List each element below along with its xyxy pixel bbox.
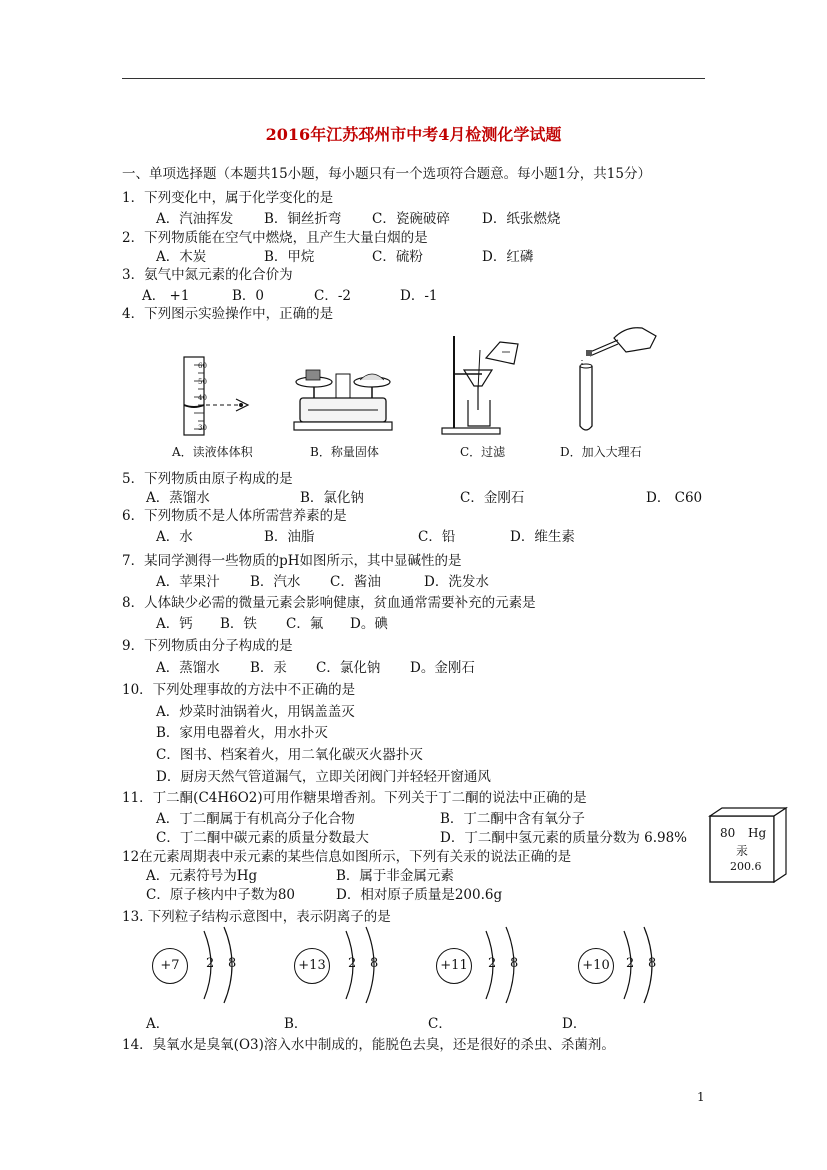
q12-option-a: A．元素符号为Hg (146, 868, 258, 884)
question-14-stem: 14．臭氧水是臭氧(O3)溶入水中制成的，能脱色去臭，还是很好的杀虫、杀菌剂。 (122, 1037, 615, 1053)
element-atomic-number: 80 (720, 826, 736, 840)
q5-option-a: A．蒸馏水 (146, 490, 210, 506)
graduated-cylinder-figure (170, 355, 270, 437)
shell-1-electrons-c: 2 (488, 956, 497, 971)
q13-option-a: A． (146, 1016, 170, 1032)
q13-option-d: D． (562, 1016, 587, 1032)
page-number: 1 (697, 1090, 705, 1104)
q10-option-b: B．家用电器着火，用水扑灭 (156, 725, 328, 741)
electron-shells-d (616, 925, 666, 1005)
question-5-stem: 5．下列物质由原子构成的是 (122, 471, 293, 487)
q3-option-a: A． +1 (142, 288, 190, 304)
question-7-stem: 7．某同学测得一些物质的pH如图所示，其中显碱性的是 (122, 553, 462, 569)
q11-option-a: A．丁二酮属于有机高分子化合物 (156, 811, 355, 827)
q2-option-a: A．木炭 (156, 249, 207, 265)
shell-1-electrons-d: 2 (626, 956, 635, 971)
nucleus-a: +7 (152, 948, 188, 984)
shell-2-electrons-c: 8 (510, 956, 519, 971)
nucleus-d: +10 (578, 948, 614, 984)
q4-caption-a: A．读液体体积 (172, 445, 253, 459)
question-11-stem: 11．丁二酮(C4H6O2)可用作糖果增香剂。下列关于丁二酮的说法中正确的是 (122, 790, 587, 806)
q5-option-c: C．金刚石 (460, 490, 525, 506)
q9-option-c: C．氯化钠 (316, 660, 381, 676)
q11-option-b: B．丁二酮中含有氧分子 (440, 811, 585, 827)
q7-option-b: B．汽水 (250, 574, 301, 590)
filtration-figure (440, 330, 530, 438)
tick-label-40: 40 (198, 394, 207, 402)
question-3-stem: 3．氨气中氮元素的化合价为 (122, 267, 293, 283)
q11-option-d: D．丁二酮中氢元素的质量分数为 6.98% (440, 830, 688, 846)
question-6-stem: 6．下列物质不是人体所需营养素的是 (122, 508, 347, 524)
q1-option-d: D．纸张燃烧 (482, 211, 561, 227)
q9-option-d: D。金刚石 (410, 660, 475, 676)
q9-option-a: A．蒸馏水 (156, 660, 220, 676)
q12-option-b: B．属于非金属元素 (336, 868, 454, 884)
q8-option-a: A．钙 (156, 616, 193, 632)
q1-option-a: A．汽油挥发 (156, 211, 234, 227)
q3-option-c: C．-2 (314, 288, 351, 304)
shell-1-electrons-a: 2 (206, 956, 215, 971)
q4-caption-c: C．过滤 (460, 445, 506, 459)
q6-option-c: C．铅 (418, 529, 456, 545)
q2-option-b: B．甲烷 (264, 249, 315, 265)
q7-option-d: D．洗发水 (424, 574, 489, 590)
question-12-stem: 12在元素周期表中汞元素的某些信息如图所示，下列有关汞的说法正确的是 (122, 849, 572, 865)
q12-option-d: D．相对原子质量是200.6g (336, 887, 503, 903)
shell-2-electrons-a: 8 (228, 956, 237, 971)
q2-option-c: C．硫粉 (372, 249, 423, 265)
q3-option-b: B．0 (232, 288, 265, 304)
q6-option-a: A．水 (156, 529, 193, 545)
shell-2-electrons-b: 8 (370, 956, 379, 971)
nucleus-b: +13 (294, 948, 330, 984)
tick-label-30: 30 (198, 424, 207, 432)
q7-option-c: C．酱油 (330, 574, 381, 590)
element-name: 汞 (736, 844, 749, 858)
q6-option-b: B．油脂 (264, 529, 315, 545)
shell-2-electrons-d: 8 (648, 956, 657, 971)
section-heading: 一、单项选择题（本题共15小题，每小题只有一个选项符合题意。每小题1分，共15分） (122, 166, 651, 182)
shell-1-electrons-b: 2 (348, 956, 357, 971)
element-mass: 200.6 (730, 860, 762, 873)
q5-option-d: D． C60 (646, 490, 703, 506)
q4-caption-d: D．加入大理石 (560, 445, 642, 459)
page-title: 2016年江苏邳州市中考4月检测化学试题 (265, 125, 562, 144)
q10-option-c: C．图书、档案着火，用二氧化碳灭火器扑灭 (156, 747, 423, 763)
electron-shells-b (338, 925, 388, 1005)
question-10-stem: 10．下列处理事故的方法中不正确的是 (122, 682, 356, 698)
q13-option-b: B． (284, 1016, 308, 1032)
q9-option-b: B．汞 (250, 660, 287, 676)
question-2-stem: 2．下列物质能在空气中燃烧，且产生大量白烟的是 (122, 230, 428, 246)
header-rule (122, 78, 705, 79)
nucleus-c: +11 (436, 948, 472, 984)
q1-option-c: C．瓷碗破碎 (372, 211, 450, 227)
tick-label-60: 60 (198, 362, 207, 370)
q13-option-c: C． (428, 1016, 452, 1032)
question-9-stem: 9．下列物质由分子构成的是 (122, 638, 293, 654)
q4-caption-b: B．称量固体 (310, 445, 379, 459)
q2-option-d: D．红磷 (482, 249, 534, 265)
question-4-stem: 4．下列图示实验操作中，正确的是 (122, 306, 334, 322)
q7-option-a: A．苹果汁 (156, 574, 220, 590)
electron-shells-a (196, 925, 246, 1005)
q12-option-c: C．原子核内中子数为80 (146, 887, 296, 903)
q1-option-b: B．铜丝折弯 (264, 211, 342, 227)
q10-option-a: A．炒菜时油锅着火，用锅盖盖灭 (156, 704, 355, 720)
q3-option-d: D．-1 (400, 288, 438, 304)
question-1-stem: 1．下列变化中，属于化学变化的是 (122, 190, 334, 206)
electron-shells-c (478, 925, 528, 1005)
test-tube-figure (566, 322, 662, 438)
q10-option-d: D．厨房天然气管道漏气，立即关闭阀门并轻轻开窗通风 (156, 769, 491, 785)
element-symbol: Hg (748, 826, 767, 840)
q8-option-d: D。碘 (350, 616, 388, 632)
balance-figure (290, 360, 400, 438)
q8-option-c: C．氟 (286, 616, 324, 632)
q8-option-b: B．铁 (220, 616, 257, 632)
question-8-stem: 8．人体缺少必需的微量元素会影响健康，贫血通常需要补充的元素是 (122, 595, 536, 611)
q5-option-b: B．氯化钠 (300, 490, 364, 506)
question-13-stem: 13. 下列粒子结构示意图中，表示阴离子的是 (122, 909, 391, 925)
q6-option-d: D．维生素 (510, 529, 575, 545)
q11-option-c: C．丁二酮中碳元素的质量分数最大 (156, 830, 369, 846)
tick-label-50: 50 (198, 378, 207, 386)
